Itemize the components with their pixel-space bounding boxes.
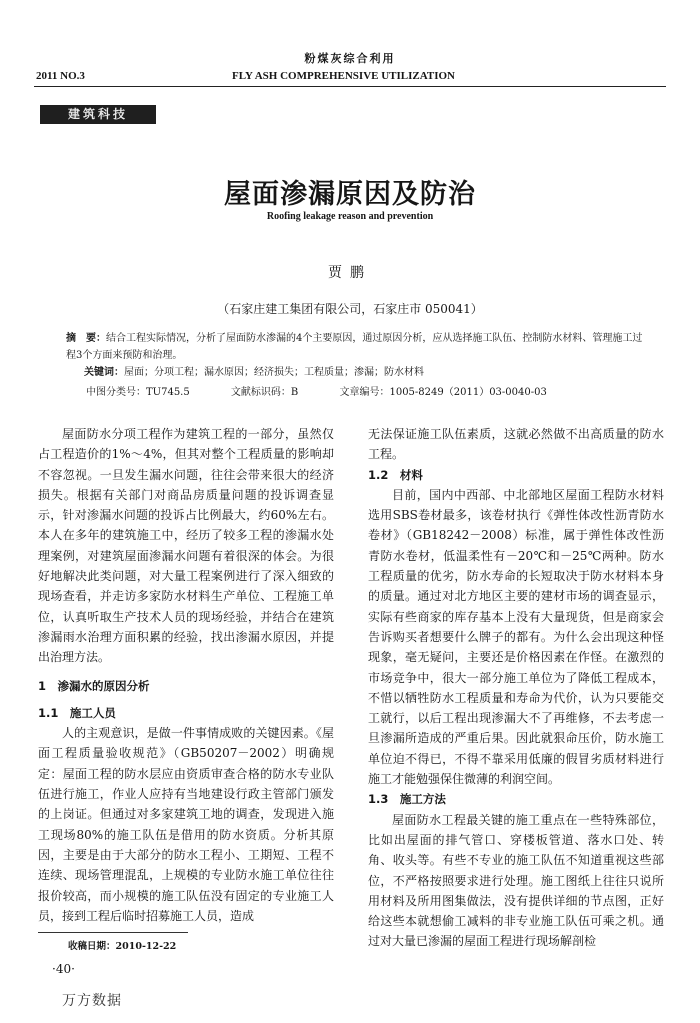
clc-number: 中图分类号：TU745.5 — [86, 387, 190, 398]
left-column — [38, 424, 334, 926]
right-column — [368, 424, 664, 952]
subsection-heading-1-1: 1.1 施工人员 — [38, 705, 116, 720]
page-number: ·40· — [52, 962, 75, 976]
document-code: 文献标识码：B — [230, 387, 299, 398]
paragraph-1-2: 目前，国内中西部、中北部地区屋面工程防水材料选用SBS卷材最多，该卷材执行《弹性体改性沥青防水卷材》（GB18242－2008）标准，属于弹性体改性沥青防水卷材，低温柔性有－20℃和－25℃两种。防水工程质量的优劣，防水寿命的长短取决于防水材料本身的质量。通过对北方地区主要的建材市场的调查显示，实际有些商家的库存基本上没有大量现货，但是商家会告诉购买者想要什么牌子的都有。为什么会出现这种怪现象，毫无疑问，主要还是价格因素在作怪。在激烈的市场竞争中，很大一部分施工单位为了降低工程成本，不惜以牺牲防水工程质量和寿命为代价，认为只要能交工就行，以后工程出现渗漏大不了再维修，不去考虑一旦渗漏所造成的严重后果。因此就狠命压价，防水施工单位迫不得已，不得不靠采用低廉的假冒劣质材料进行施工才能勉强保住微薄的利润空间。 — [368, 487, 664, 787]
received-date: 收稿日期：2010-12-22 — [68, 941, 177, 952]
footnote-rule — [38, 932, 188, 933]
abstract-label: 摘 要： — [66, 333, 106, 344]
subsection-heading-1-3: 1.3 施工方法 — [368, 792, 446, 807]
journal-name-cn: 粉煤灰综合利用 — [304, 52, 396, 65]
affiliation: （石家庄建工集团有限公司，石家庄市 050041） — [217, 302, 483, 316]
watermark: 万方数据 — [62, 993, 122, 1009]
paragraph-1-1: 人的主观意识，是做一件事情成败的关键因素。《屋面工程质量验收规范》（GB50207－2002）明确规定：屋面工程的防水层应由资质审查合格的防水专业队伍进行施工，作业人应持有当地建设行政主管部门颁发的上岗证。但通过对多家建筑工地的调查，发现进入施工现场80%的施工队伍是借用的防水资质。分析其原因，主要是由于大部分的防水工程小、工期短、工程不连续、现场管理混乱，上规模的专业防水施工单位往往报价较高，而小规模的施工队伍没有固定的专业施工人员，接到工程后临时招募施工人员，造成 — [38, 726, 334, 923]
article-title: 屋面渗漏原因及防治 — [224, 179, 476, 210]
abstract — [66, 330, 644, 364]
header-rule — [34, 86, 666, 87]
abstract-text: 结合工程实际情况，分析了屋面防水渗漏的4个主要原因，通过原因分析，应从选择施工队伍、控制防水材料、管理施工过程3个方面来预防和治理。 — [66, 333, 643, 361]
author: 贾鹏 — [328, 265, 372, 281]
article-number: 文章编号：1005-8249（2011）03-0040-03 — [339, 387, 547, 398]
abstract-block — [66, 330, 644, 381]
intro-paragraph: 屋面防水分项工程作为建筑工程的一部分，虽然仅占工程造价的1%～4%，但其对整个工程质量的影响却不容忽视。一旦发生漏水问题，往往会带来很大的经济损失。根据有关部门对商品房质量问题的投诉调查显示，针对渗漏水问题的投诉占比例最大，约60%左右。本人在多年的建筑施工中，经历了较多工程的渗漏水处理案例，对建筑屋面渗漏水问题有着很深的体会。为很好地解决此类问题，对大量工程案例进行了深入细致的现场查看，并走访多家防水材料生产单位、工程施工单位，认真听取生产技术人员的现场经验，并结合在建筑渗漏雨水治理方面积累的经验，找出渗漏水原因，并提出治理方法。 — [38, 427, 334, 665]
section-heading-1: 1 渗漏水的原因分析 — [38, 678, 150, 693]
article-title-en: Roofing leakage reason and prevention — [266, 211, 434, 222]
paragraph-1-3: 屋面防水工程最关键的施工重点在一些特殊部位，比如出屋面的排气管口、穿楼板管道、落水口处、转角、收头等。有些不专业的施工队伍不知道重视这些部位，不严格按照要求进行处理。施工图纸上往往只说所用材料及所用图集做法，没有提供详细的节点图，正好给这些本就想偷工减料的非专业施工队伍可乘之机。通过对大量已渗漏的屋面工程进行现场解剖检 — [368, 812, 664, 949]
issue-label: 2011 NO.3 — [36, 70, 85, 82]
subsection-heading-1-2: 1.2 材料 — [368, 467, 423, 482]
journal-name-en: FLY ASH COMPREHENSIVE UTILIZATION — [232, 70, 456, 82]
paragraph-1-1-continued: 无法保证施工队伍素质，这就必然做不出高质量的防水工程。 — [368, 427, 664, 462]
section-tag: 建筑科技 — [40, 105, 156, 124]
keywords-label: 关键词： — [84, 367, 124, 378]
keywords-text: 屋面；分项工程；漏水原因；经济损失；工程质量；渗漏；防水材料 — [124, 367, 424, 378]
keywords — [66, 364, 644, 381]
classification-row — [86, 383, 585, 398]
